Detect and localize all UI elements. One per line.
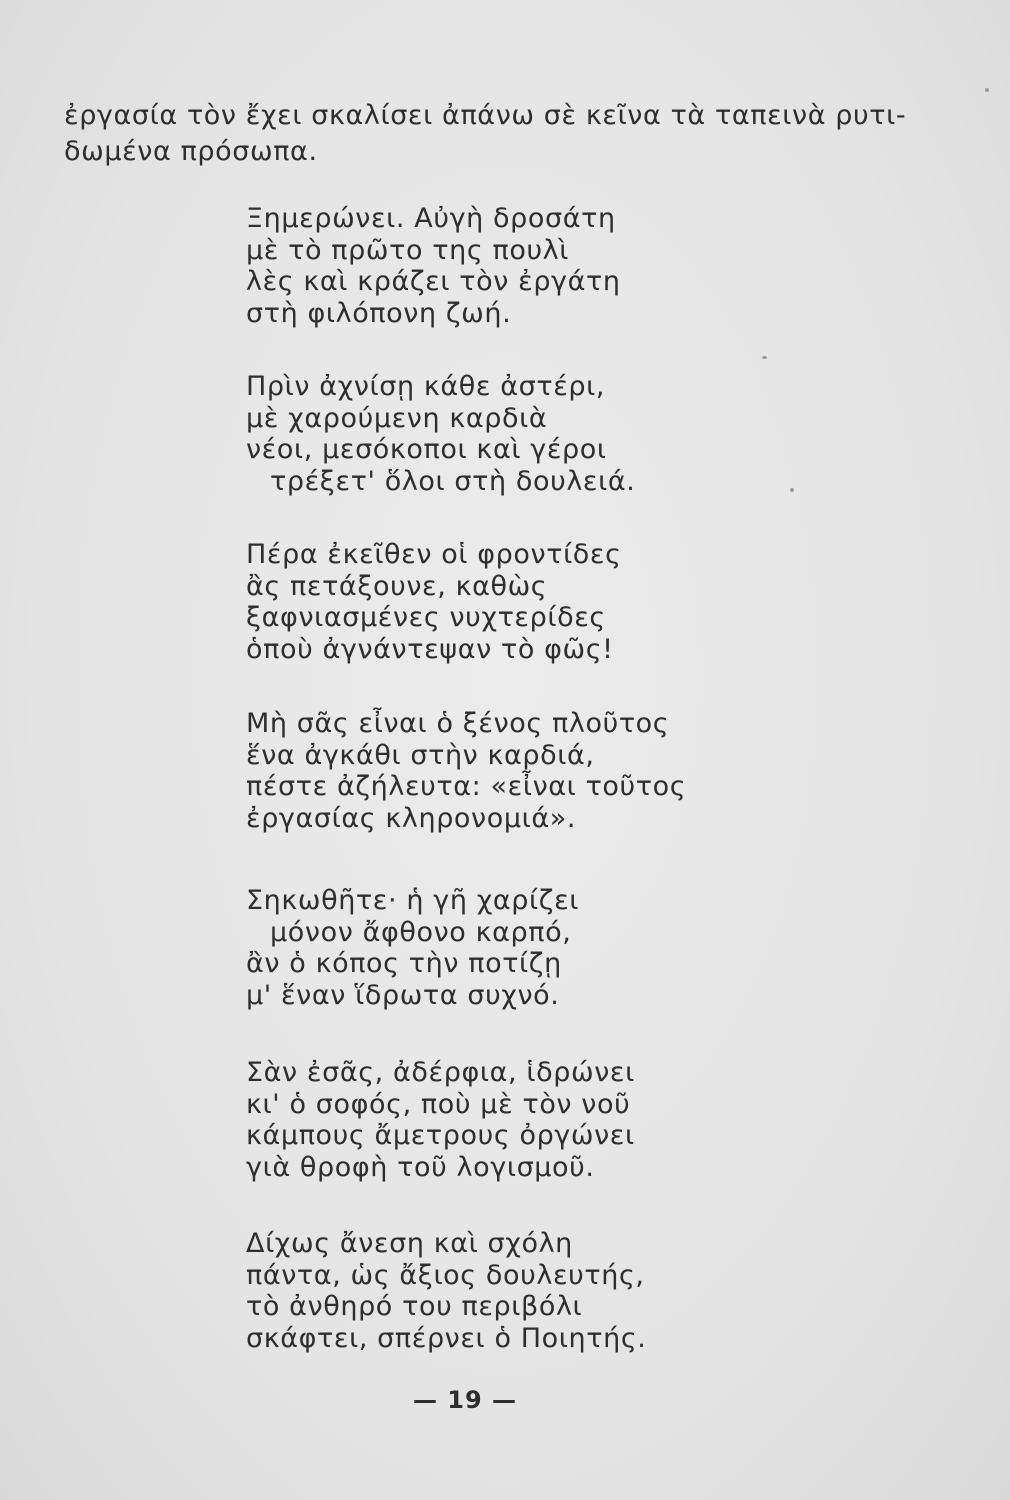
paper-speck [790, 488, 794, 492]
verse-line: τρέξετ' ὅλοι στὴ δουλειά. [270, 465, 636, 497]
verse-line: γιὰ θροφὴ τοῦ λογισμοῦ. [246, 1151, 595, 1183]
verse-line: κι' ὁ σοφός, ποὺ μὲ τὸν νοῦ [246, 1088, 631, 1120]
verse-line: μόνον ἄφθονο καρπό, [270, 916, 572, 948]
page-number: — 19 — [412, 1386, 518, 1414]
verse-line: μὲ χαρούμενη καρδιὰ [246, 402, 548, 434]
verse-line: ἂν ὁ κόπος τὴν ποτίζῃ [246, 948, 562, 979]
verse-line: πέστε ἀζήλευτα: «εἶναι τοῦτος [246, 771, 687, 802]
verse-line: Σηκωθῆτε· ἡ γῆ χαρίζει [246, 885, 579, 916]
verse-line: πάντα, ὡς ἄξιος δουλευτής, [246, 1259, 645, 1291]
stanza-2 [246, 371, 806, 497]
stanza-3 [246, 539, 806, 665]
verse-line: σκάφτει, σπέρνει ὁ Ποιητής. [246, 1322, 647, 1354]
stanza-4 [246, 708, 806, 834]
verse-line: Μὴ σᾶς εἶναι ὁ ξένος πλοῦτος [246, 708, 670, 739]
verse-line: ἂς πετάξουνε, καθὼς [246, 570, 548, 602]
verse-line: Πέρα ἐκεῖθεν οἱ φροντίδες [246, 539, 622, 570]
verse-line: Πρὶν ἀχνίσῃ κάθε ἀστέρι, [246, 371, 606, 402]
intro-paragraph [64, 98, 907, 170]
verse-line: στὴ φιλόπονη ζωή. [246, 297, 512, 329]
verse-line: ξαφνιασμένες νυχτερίδες [246, 602, 606, 633]
verse-line: ὁποὺ ἀγνάντεψαν τὸ φῶς! [246, 633, 614, 665]
verse-line: Δίχως ἄνεση καὶ σχόλη [246, 1228, 573, 1259]
verse-line: νέοι, μεσόκοποι καὶ γέροι [246, 434, 607, 465]
verse-line: μ' ἕναν ἵδρωτα συχνό. [246, 979, 560, 1011]
verse-line: κάμπους ἄμετρους ὀργώνει [246, 1120, 635, 1151]
verse-line: Ξημερώνει. Αὐγὴ δροσάτη [246, 203, 616, 234]
verse-line: λὲς καὶ κράζει τὸν ἐργάτη [246, 266, 621, 297]
paper-speck [762, 356, 767, 359]
verse-line: ἕνα ἀγκάθι στὴν καρδιά, [246, 739, 595, 771]
intro-line: ἐργασία τὸν ἔχει σκαλίσει ἀπάνω σὲ κεῖνα τὰ ταπεινὰ ρυτι- [64, 100, 907, 131]
stanza-5 [246, 885, 806, 1011]
paper-speck [985, 88, 989, 92]
verse-line: Σὰν ἐσᾶς, ἀδέρφια, ἱδρώνει [246, 1057, 635, 1088]
stanza-7 [246, 1228, 806, 1354]
stanza-1 [246, 203, 806, 329]
intro-line: δωμένα πρόσωπα. [64, 136, 318, 167]
verse-line: τὸ ἀνθηρό του περιβόλι [246, 1291, 583, 1322]
verse-line: μὲ τὸ πρῶτο της πουλὶ [246, 234, 569, 266]
verse-line: ἐργασίας κληρονομιά». [246, 802, 577, 834]
stanza-6 [246, 1057, 806, 1183]
